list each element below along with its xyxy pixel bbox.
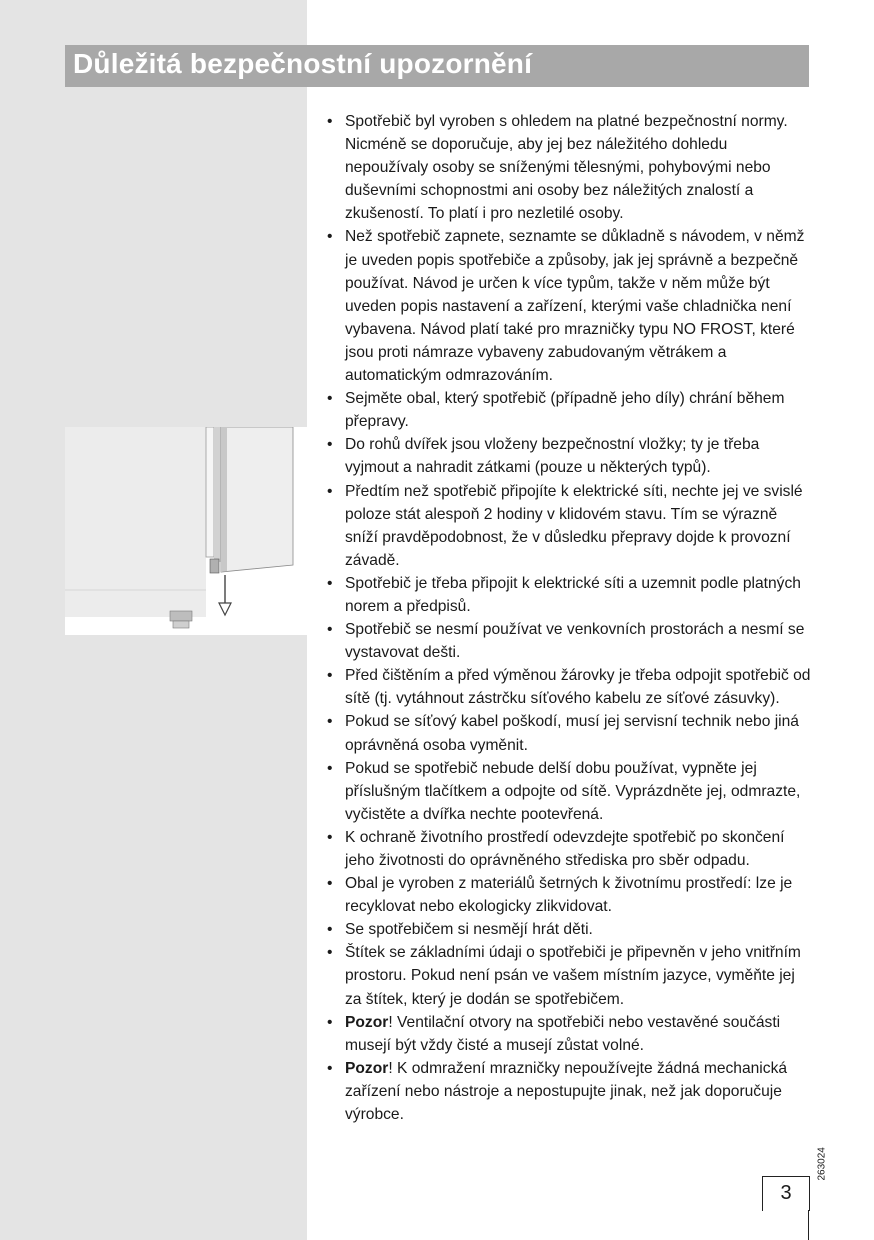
safety-rules-list bbox=[324, 110, 814, 1126]
list-item: • Spotřebič byl vyroben s ohledem na platné bezpečnostní normy. Nicméně se doporučuje, aby jej bez náležitého dohledu nepoužívaly osoby se sníženými tělesnými, pohybovými nebo duševními schopnostmi ani osoby bez náležitých znalostí a zkušeností. To platí i pro nezletilé osoby. bbox=[327, 113, 788, 223]
list-item: • Pozor! K odmražení mrazničky nepoužívejte žádná mechanická zařízení nebo nástroje a nepostupujte jinak, než jak doporučuje výrobce. bbox=[327, 1059, 788, 1124]
page-number: 3 bbox=[762, 1176, 810, 1211]
list-item: • Do rohů dvířek jsou vloženy bezpečnostní vložky; ty je třeba vyjmout a nahradit zátkami (pouze u některých typů). bbox=[327, 436, 760, 477]
safety-rules bbox=[324, 110, 814, 1126]
door-safety-insert-illustration bbox=[65, 427, 307, 635]
list-item: • Se spotřebičem si nesmějí hrát děti. bbox=[327, 921, 593, 939]
list-item: • Štítek se základními údaji o spotřebiči je připevněn v jeho vnitřním prostoru. Pokud není psán ve vašem místním jazyce, vyměňte jej za štítek, který je dodán se spotřebičem. bbox=[327, 944, 801, 1008]
list-item: • Předtím než spotřebič připojíte k elektrické síti, nechte jej ve svislé poloze stát alespoň 2 hodiny v klidovém stavu. Tím se výrazně sníží pravděpodobnost, že v důsledku přepravy dojde k provozní závadě. bbox=[327, 482, 803, 569]
list-item: • Než spotřebič zapnete, seznamte se důkladně s návodem, v němž je uveden popis spotřebiče a způsoby, jak jej správně a bezpečně používat. Návod je určen k více typům, takže v něm může být uveden popis nastavení a zařízení, kterými vaše chladnička není vybavena. Návod platí také pro mrazničky typu NO FROST, které jsou proti námraze vybaveny zabudovaným větrákem a automatickým odmrazováním. bbox=[327, 228, 805, 385]
list-item: • Spotřebič je třeba připojit k elektrické síti a uzemnit podle platných norem a předpisů. bbox=[327, 574, 801, 615]
page-number-rule bbox=[808, 1210, 809, 1240]
document-code: 263024 bbox=[816, 1147, 828, 1181]
list-item: • Pokud se spotřebič nebude delší dobu používat, vypněte jej příslušným tlačítkem a odpojte od sítě. Vyprázdněte jej, odmrazte, vyčistěte a dvířka nechte pootevřená. bbox=[327, 759, 801, 823]
title-bar bbox=[65, 45, 809, 87]
list-item: • Před čištěním a před výměnou žárovky je třeba odpojit spotřebič od sítě (tj. vytáhnout zástrčku síťového kabelu ze síťové zásuvky). bbox=[327, 667, 811, 708]
list-item: • Obal je vyroben z materiálů šetrných k životnímu prostředí: lze je recyklovat nebo ekologicky zlikvidovat. bbox=[327, 875, 793, 916]
page-title: Důležitá bezpečnostní upozornění bbox=[73, 48, 533, 79]
list-item: • Spotřebič se nesmí používat ve venkovních prostorách a nesmí se vystavovat dešti. bbox=[327, 621, 805, 662]
list-item: • K ochraně životního prostředí odevzdejte spotřebič po skončení jeho životnosti do oprávněného střediska pro sběr odpadu. bbox=[327, 828, 785, 869]
list-item: • Sejměte obal, který spotřebič (případně jeho díly) chrání během přepravy. bbox=[327, 390, 785, 431]
list-item: • Pokud se síťový kabel poškodí, musí jej servisní technik nebo jiná oprávněná osoba vyměnit. bbox=[327, 713, 799, 754]
list-item: • Pozor! Ventilační otvory na spotřebiči nebo vestavěné součásti musejí být vždy čisté a musejí zůstat volné. bbox=[327, 1013, 781, 1054]
